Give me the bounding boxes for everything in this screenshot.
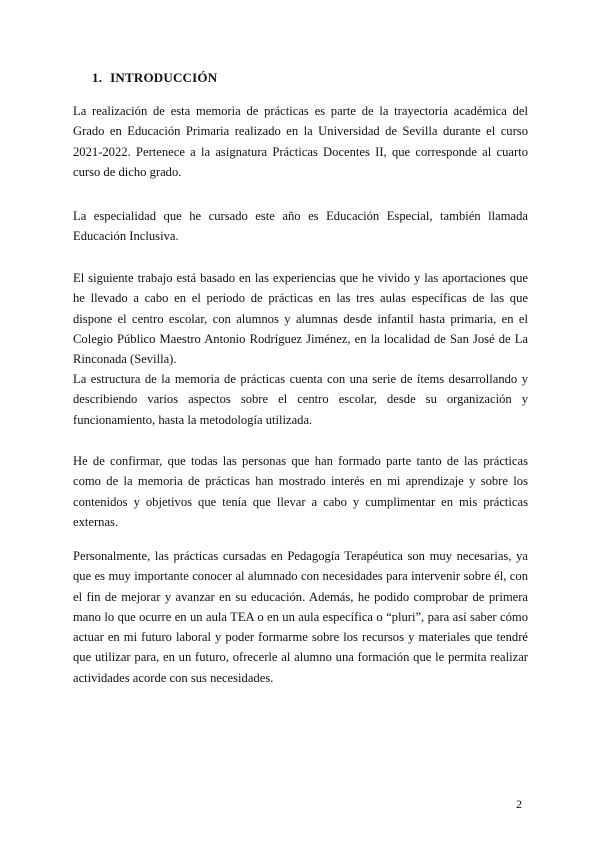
page-number: 2 xyxy=(516,797,522,811)
paragraph-personal-reflection: Personalmente, las prácticas cursadas en Pedagogía Terapéutica son muy necesarias, ya que es muy importante conocer al alumnado con necesidades para intervenir sobre él, con el fin de mejorar y avanzar en su educación. Además, he podido comprobar de primera mano lo que ocurre en un aula TEA o en un aula específica o “pluri”, para así saber cómo actuar en mi futuro laboral y poder formarme sobre los recursos y materiales que tendré que utilizar para, en un futuro, ofrecerle al alumno una formación que le permita realizar actividades acorde con sus necesidades. xyxy=(73,549,528,685)
paragraph-acknowledgement: He de confirmar, que todas las personas que han formado parte tanto de las prácticas como de la memoria de prácticas han mostrado interés en mi aprendizaje y sobre los contenidos y objetivos que tenía que llevar a cabo y cumplimentar en mis prácticas externas. xyxy=(73,454,528,529)
paragraph-experience: El siguiente trabajo está basado en las experiencias que he vivido y las aportaciones que he llevado a cabo en el periodo de prácticas en las tres aulas específicas de las que dispone el centro escolar, con alumnos y alumnas desde infantil hasta primaria, en el Colegio Público Maestro Antonio Rodríguez Jiménez, en la localidad de San José de La Rinconada (Sevilla). xyxy=(73,271,528,367)
paragraph-intro-degree: La realización de esta memoria de prácticas es parte de la trayectoria académica del Grado en Educación Primaria realizado en la Universidad de Sevilla durante el curso 2021-2022. Pertenece a la asignatura Prácticas Docentes II, que corresponde al cuarto curso de dicho grado. xyxy=(73,104,528,179)
paragraph-structure: La estructura de la memoria de prácticas cuenta con una serie de ítems desarrollando y describiendo varios aspectos sobre el centro escolar, desde su organización y funcionamiento, hasta la metodología utilizada. xyxy=(73,372,528,427)
section-title: INTRODUCCIÓN xyxy=(110,70,218,85)
section-number: 1. xyxy=(92,70,103,85)
section-heading xyxy=(92,70,217,86)
paragraph-specialty: La especialidad que he cursado este año es Educación Especial, también llamada Educación Inclusiva. xyxy=(73,209,528,244)
